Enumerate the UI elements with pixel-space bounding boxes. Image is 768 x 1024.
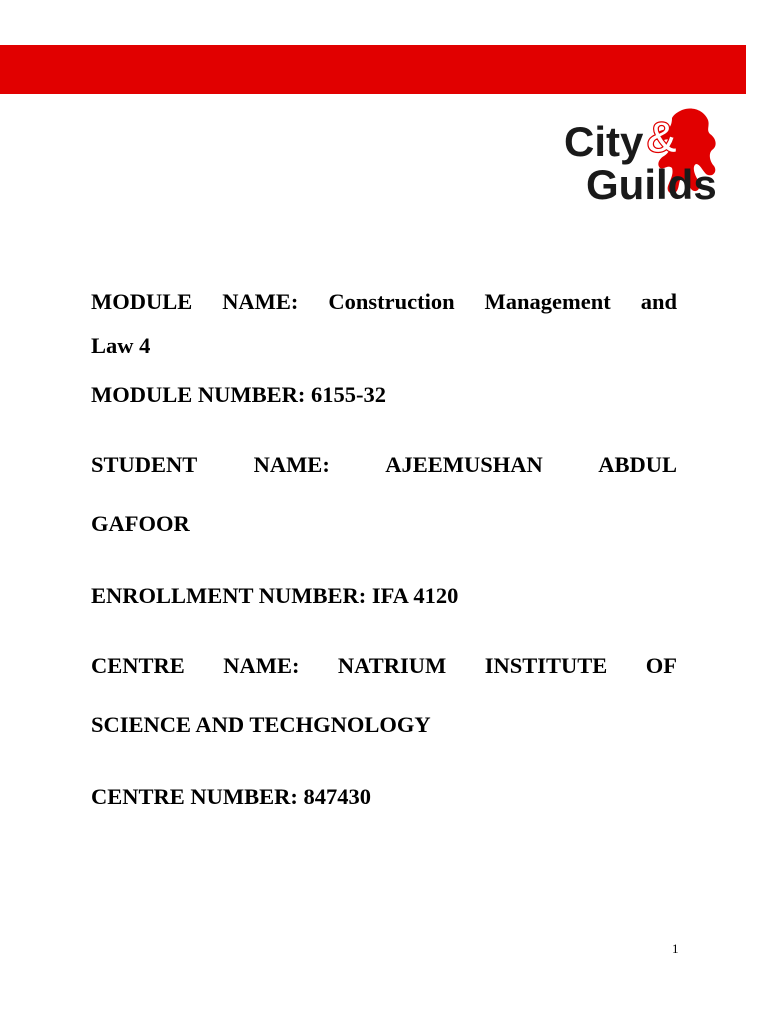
centre-name-field [91,636,677,754]
city-and-guilds-logo [560,104,720,204]
logo-ampersand: & [646,113,678,162]
logo-line1: City [564,118,644,165]
centre-number-field: CENTRE NUMBER: 847430 [91,784,372,809]
page-number: 1 [672,941,679,956]
module-name-line1: MODULE NAME: Construction Management and [91,289,677,314]
module-name-field [91,280,677,368]
module-name-line2: Law 4 [91,333,151,358]
student-name-field [91,450,677,553]
module-number-field: MODULE NUMBER: 6155-32 [91,382,386,407]
enrollment-number-field: ENROLLMENT NUMBER: IFA 4120 [91,583,459,608]
logo-line2: Guilds [586,161,717,204]
student-name-line1: STUDENT NAME: AJEEMUSHAN ABDUL [91,452,677,477]
student-name-line2: GAFOOR [91,511,190,536]
centre-name-line2: SCIENCE AND TECHGNOLOGY [91,712,431,737]
centre-name-line1: CENTRE NAME: NATRIUM INSTITUTE OF [91,653,677,678]
header-red-bar [0,45,746,94]
